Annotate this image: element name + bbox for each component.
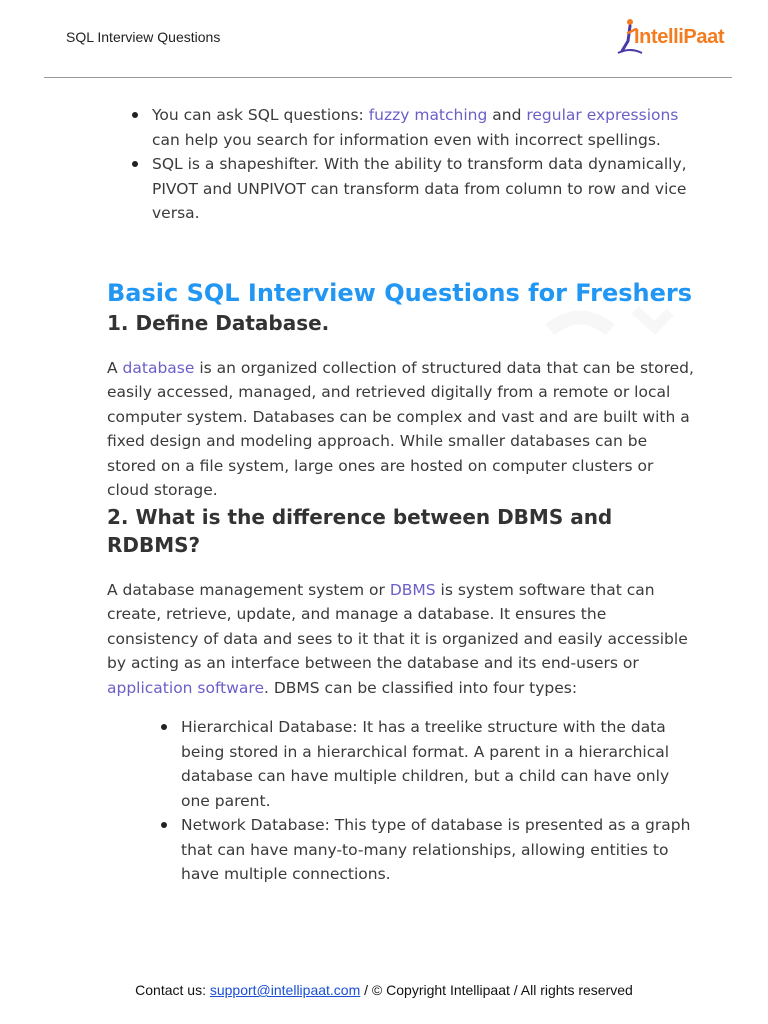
footer-copyright: / © Copyright Intellipaat / All rights reserved	[360, 982, 633, 998]
bullet-icon	[161, 724, 167, 730]
application-software-link[interactable]: application software	[107, 678, 264, 697]
question-2-title: 2. What is the difference between DBMS and RDBMS?	[107, 504, 613, 557]
intro-bullet-list	[107, 103, 697, 226]
list-item	[107, 715, 697, 813]
section-title: Basic SQL Interview Questions for Freshers	[107, 278, 693, 307]
bullet-text: and	[487, 106, 527, 124]
answer-text: A database management system or	[107, 580, 390, 599]
question-1-answer	[107, 356, 697, 503]
answer-text: is system software that can create, retrieve, update, and manage a database. It ensures the consistency of data and sees to it that it is organized and easily accessible by acting as an interface between the database and its end-users or	[107, 580, 688, 672]
answer-text: . DBMS can be classified into four types:	[264, 678, 578, 697]
dbms-types-list	[107, 715, 697, 887]
bullet-text: can help you search for information even with incorrect spellings.	[152, 130, 661, 149]
database-link[interactable]: database	[122, 358, 195, 377]
bullet-text: SQL is a shapeshifter. With the ability to transform data dynamically, PIVOT and UNPIVOT can transform data from column to row and vice versa.	[152, 155, 687, 222]
regular-expressions-link[interactable]: regular expressions	[526, 106, 679, 124]
dbms-link[interactable]: DBMS	[389, 580, 436, 599]
bullet-icon	[132, 112, 138, 118]
page-header-title: SQL Interview Questions	[66, 29, 221, 45]
footer-contact-label: Contact us:	[135, 982, 210, 998]
answer-text: A	[107, 358, 123, 377]
answer-text: is an organized collection of structured data that can be stored, easily accessed, managed, and retrieved digitally from a remote or local computer system. Databases can be complex and vast and are built with a fixed design and modeling approach. While smaller databases can be stored on a file system, large ones are hosted on computer clusters or cloud storage.	[107, 358, 694, 499]
bullet-icon	[161, 822, 167, 828]
header-divider	[44, 77, 732, 78]
question-1-title: 1. Define Database.	[107, 310, 330, 335]
list-item	[107, 813, 697, 887]
list-item	[107, 103, 697, 152]
logo-wordmark: IntelliPaat	[634, 26, 725, 48]
bullet-text: You can ask SQL questions:	[152, 106, 369, 124]
intellipaat-logo[interactable]	[616, 17, 736, 59]
fuzzy-matching-link[interactable]: fuzzy matching	[368, 106, 488, 124]
list-item	[107, 152, 697, 226]
document-body	[107, 103, 697, 887]
bullet-text: Hierarchical Database: It has a treelike structure with the data being stored in a hierarchical format. A parent in a hierarchical database can have multiple children, but a child can have only one parent.	[181, 718, 670, 810]
question-2-answer	[107, 578, 697, 701]
page-footer	[0, 982, 768, 998]
bullet-icon	[132, 161, 138, 167]
bullet-text: Network Database: This type of database is presented as a graph that can have many-to-many relationships, allowing entities to have multiple connections.	[181, 816, 691, 883]
support-email-link[interactable]: support@intellipaat.com	[209, 982, 361, 998]
